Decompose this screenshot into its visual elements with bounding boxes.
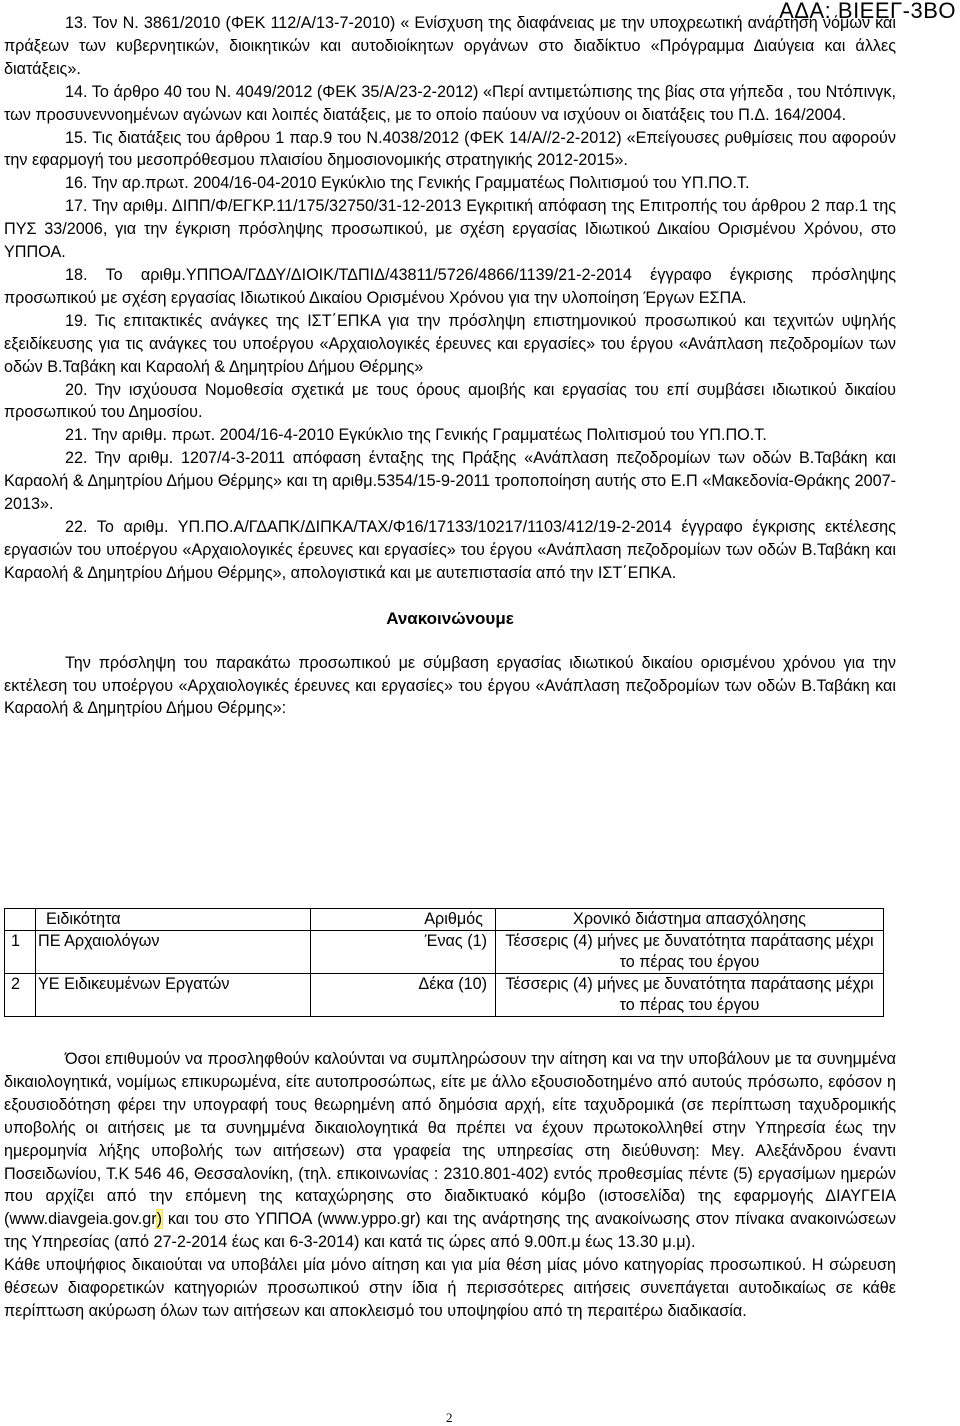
table-row bbox=[5, 931, 884, 974]
cell-duration: Τέσσερις (4) μήνες με δυνατότητα παράτασης μέχρι το πέρας του έργου bbox=[496, 931, 884, 974]
positions-table bbox=[4, 908, 884, 1017]
cell-specialty: ΠΕ Αρχαιολόγων bbox=[36, 931, 311, 974]
ada-code: ΑΔΑ: ΒΙΕΕΓ-3ΒΟ bbox=[779, 0, 956, 23]
list-item: 13. Τον Ν. 3861/2010 (ΦΕΚ 112/Α/13-7-2010) « Ενίσχυση της διαφάνειας με την υποχρεωτική ανάρτηση νόμων και πράξεων των κυβερνητικών, διοικητικών και αυτοδιοίκητων οργάνων στο διαδίκτυο «Πρόγραμμα Διαύγεια και άλλες διατάξεις». bbox=[4, 14, 896, 78]
section-heading: Ανακοινώνουμε bbox=[386, 608, 514, 628]
legal-basis-section bbox=[4, 12, 896, 720]
header-specialty: Ειδικότητα bbox=[36, 909, 311, 931]
list-item: 21. Την αριθμ. πρωτ. 2004/16-4-2010 Εγκύκλιο της Γενικής Γραμματέως Πολιτισμού του ΥΠ.ΠΟ.Τ. bbox=[65, 426, 767, 445]
application-text-cont: και του στο ΥΠΠΟΑ (www.yppo.gr) και της ανάρτησης της ανακοίνωσης στον πίνακα ανακοινώσεων της Υπηρεσίας (από 27-2-2014 έως και 6-3-2014) και κατά τις ώρες από 9.00π.μ έως 13.30 μ.μ). bbox=[4, 1210, 896, 1252]
page-number: 2 bbox=[446, 1410, 453, 1425]
list-item: 14. Το άρθρο 40 του Ν. 4049/2012 (ΦΕΚ 35/Α/23-2-2012) «Περί αντιμετώπισης της βίας στα γήπεδα , του Ντόπινγκ, των προσυνεννοημένων αγώνων και λοιπές διατάξεις, με το οποίο παύουν να ισχύουν οι διατάξεις του Π.Δ. 164/2004. bbox=[4, 82, 896, 124]
cell-num: 2 bbox=[5, 974, 36, 1017]
eligibility-paragraph: Κάθε υποψήφιος δικαιούται να υποβάλει μία μόνο αίτηση και για μία θέση μίας μόνο κατηγορίας προσωπικού. Η σώρευση θέσεων διαφορετικών κατηγοριών προσωπικού στην ίδια ή περισσότερες αιτήσεις συνεπάγεται αυτοδικαίως σε κάθε περίπτωση ακύρωση όλων των αιτήσεων και αποκλεισμό του υποψηφίου από τη περαιτέρω διαδικασία. bbox=[4, 1256, 896, 1320]
list-item: 18. Το αριθμ.ΥΠΠΟΑ/ΓΔΔΥ/ΔΙΟΙΚ/ΤΔΠΙΔ/43811/5726/4866/1139/21-2-2014 έγγραφο έγκρισης πρόσληψης προσωπικού με σχέση εργασίας Ιδιωτικού Δικαίου Ορισμένου Χρόνου για την υλοποίηση Έργων ΕΣΠΑ. bbox=[4, 265, 896, 307]
list-item: 16. Την αρ.πρωτ. 2004/16-04-2010 Εγκύκλιο της Γενικής Γραμματέως Πολιτισμού του ΥΠ.ΠΟ.Τ. bbox=[65, 174, 750, 193]
cell-num: 1 bbox=[5, 931, 36, 974]
list-item: 22. Το αριθμ. ΥΠ.ΠΟ.Α/ΓΔΑΠΚ/ΔΙΠΚΑ/ΤΑΧ/Φ16/17133/10217/1103/412/19-2-2014 έγγραφο έγκρισης εκτέλεσης εργασιών του υποέργου «Αρχαιολογικές έρευνες και εργασίες» του έργου «Ανάπλαση πεζοδρομίων των οδών Β.Ταβάκη και Καραολή & Δημητρίου Δήμου Θέρμης», απολογιστικά και με αυτεπιστασία από την ΙΣΤ΄ΕΠΚΑ. bbox=[4, 517, 896, 582]
application-text: Όσοι επιθυμούν να προσληφθούν καλούνται να συμπληρώσουν την αίτηση και να την υποβάλουν με τα συνημμένα δικαιολογητικά, νομίμως επικυρωμένα, είτε αυτοπροσώπως, είτε με άλλο εξουσιοδοτημένο από αυτούς πρόσωπο, εφόσον η εξουσιοδότηση φέρει την υπογραφή τους θεωρημένη από δημόσια αρχή, είτε ταχυδρομικά (σε περίπτωση ταχυδρομικής υποβολής οι αιτήσεις με τα συνημμένα δικαιολογητικά θα πρέπει να έχουν πρωτοκολληθεί στην Υπηρεσία έως την ημερομηνία λήξης υποβολής των αιτήσεων) στα γραφεία της υπηρεσίας στη διεύθυνση: Μεγ. Αλεξάνδρου έναντι Ποσειδωνίου, Τ.Κ 546 46, Θεσσαλονίκη, (τηλ. επικοινωνίας : 2310.801-402) εντός προθεσμίας πέντε (5) εργασίμων ημερών που αρχίζει από την επόμενη της καταχώρησης στο διαδικτυακό κόμβο (ιστοσελίδα) της εφαρμογής ΔΙΑΥΓΕΙΑ (www.diavgeia.gov.gr bbox=[4, 1050, 896, 1229]
cell-specialty: ΥΕ Ειδικευμένων Εργατών bbox=[36, 974, 311, 1017]
list-item: 22. Την αριθμ. 1207/4-3-2011 απόφαση ένταξης της Πράξης «Ανάπλαση πεζοδρομίων των οδών Β.Ταβάκη και Καραολή & Δημητρίου Δήμου Θέρμης» και τη αριθμ.5354/15-9-2011 τροποποίηση αυτής στο Ε.Π «Μακεδονία-Θράκης 2007-2013». bbox=[4, 449, 896, 514]
table-header-row bbox=[5, 909, 884, 931]
header-num bbox=[5, 909, 36, 931]
list-item: 17. Την αριθμ. ΔΙΠΠ/Φ/ΕΓΚΡ.11/175/32750/31-12-2013 Εγκριτική απόφαση της Επιτροπής του άρθρου 2 παρ.1 της ΠΥΣ 33/2006, για την έγκριση πρόσληψης προσωπικού, με σχέση εργασίας Ιδιωτικού Δικαίου Ορισμένου Χρόνου, στο ΥΠΠΟΑ. bbox=[4, 197, 896, 262]
application-section bbox=[4, 1048, 896, 1323]
cell-count: Ένας (1) bbox=[311, 931, 496, 974]
announcement-paragraph: Την πρόσληψη του παρακάτω προσωπικού με σύμβαση εργασίας ιδιωτικού δικαίου ορισμένου χρόνου για την εκτέλεση του υποέργου «Αρχαιολογικές έρευνες και εργασίες» του έργου «Ανάπλαση πεζοδρομίων των οδών Β.Ταβάκη και Καραολή & Δημητρίου Δήμου Θέρμης»: bbox=[4, 653, 896, 718]
application-paragraph bbox=[4, 1048, 896, 1254]
highlighted-text: ) bbox=[156, 1210, 163, 1229]
cell-duration: Τέσσερις (4) μήνες με δυνατότητα παράτασης μέχρι το πέρας του έργου bbox=[496, 974, 884, 1017]
table-row bbox=[5, 974, 884, 1017]
header-duration: Χρονικό διάστημα απασχόλησης bbox=[496, 909, 884, 931]
list-item: 20. Την ισχύουσα Νομοθεσία σχετικά με τους όρους αμοιβής και εργασίας του επί συμβάσει ιδιωτικού δικαίου προσωπικού του Δημοσίου. bbox=[4, 380, 896, 422]
cell-count: Δέκα (10) bbox=[311, 974, 496, 1017]
list-item: 15. Τις διατάξεις του άρθρου 1 παρ.9 του Ν.4038/2012 (ΦΕΚ 14/Α//2-2-2012) «Επείγουσες ρυθμίσεις που αφορούν την εφαρμογή του μεσοπρόθεσμου πλαισίου δημοσιονομικής στρατηγικής 2012-2015». bbox=[4, 128, 896, 170]
list-item: 19. Τις επιτακτικές ανάγκες της ΙΣΤ΄ΕΠΚΑ για την πρόσληψη επιστημονικού προσωπικού και τεχνιτών υψηλής εξειδίκευσης για τις ανάγκες του υποέργου «Αρχαιολογικές έρευνες και εργασίες» του έργου «Ανάπλαση πεζοδρομίων των οδών Β.Ταβάκη και Καραολή & Δημητρίου Δήμου Θέρμης» bbox=[4, 311, 896, 376]
header-count: Αριθμός bbox=[311, 909, 496, 931]
